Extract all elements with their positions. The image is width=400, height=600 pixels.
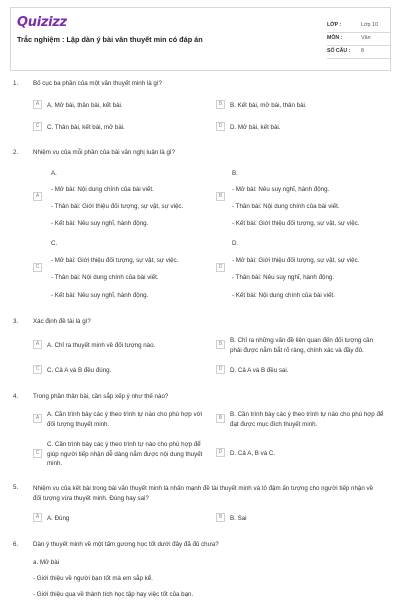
- question-3: [13, 318, 388, 388]
- question-text: Trong phần thân bài, cần sắp xếp ý như thế nào?: [33, 393, 169, 400]
- option-b-line: - Kết bài: Giới thiệu đối tượng, sự vật, sự việc.: [232, 220, 360, 227]
- meta-value: Lớp 10: [361, 22, 379, 29]
- meta-value: 8: [361, 48, 364, 55]
- option-text: B. Cần trình bày các ý theo trình tự nào cho phù hợp để đạt được mục đích thuyết minh.: [230, 411, 384, 428]
- question-text: Bố cục ba phần của một văn thuyết minh là gì?: [33, 80, 162, 87]
- option-letter-box[interactable]: C: [33, 122, 42, 131]
- option-letter-box[interactable]: D: [216, 122, 225, 131]
- meta-row-subject: [327, 33, 391, 46]
- option-a-head: A.: [51, 170, 57, 177]
- question-2: [13, 149, 388, 309]
- option-text: B. Sai: [230, 515, 247, 522]
- option-a[interactable]: [33, 514, 213, 524]
- page-title: Trắc nghiệm : Lập dàn ý bài văn thuyết min có đáp án: [17, 35, 203, 44]
- option-text: C. Thân bài, kết bài, mở bài.: [47, 124, 125, 131]
- option-a-line: - Thân bài: Giới thiệu đối tượng, sự vật, sự việc.: [51, 203, 184, 210]
- option-text: D. Cả A và B đều sai.: [230, 367, 289, 374]
- meta-label: SỐ CÂU :: [327, 48, 351, 55]
- option-c[interactable]: [33, 366, 213, 376]
- option-text: C. Cả A và B đều đúng.: [47, 367, 112, 374]
- meta-row-class: [327, 20, 391, 33]
- option-a[interactable]: [33, 410, 213, 429]
- option-text: A. Đúng: [47, 515, 70, 522]
- outline-line: - Giới thiệu qua về thành tích học tập hay việc tốt của bạn.: [33, 591, 194, 598]
- question-1: [13, 80, 388, 140]
- option-d-line: - Kết bài: Nội dung chính của bài viết.: [232, 292, 335, 299]
- option-b[interactable]: [216, 336, 388, 355]
- meta-label: LỚP :: [327, 22, 342, 29]
- option-d-line: - Thân bài: Nêu suy nghĩ, hành động.: [232, 274, 335, 281]
- meta-value: Văn: [361, 35, 371, 42]
- option-text: B. Kết bài, mở bài, thân bài.: [230, 102, 307, 109]
- option-c[interactable]: [33, 440, 213, 469]
- option-letter-box[interactable]: D: [216, 448, 225, 457]
- option-d-box[interactable]: D: [216, 263, 225, 272]
- meta-table: [327, 20, 391, 59]
- option-c-line: - Thân bài: Nội dung chính của bài viết.: [51, 274, 159, 281]
- option-b[interactable]: [216, 410, 388, 429]
- option-a-box[interactable]: A: [33, 192, 42, 201]
- option-b-line: - Mở bài: Nêu suy nghĩ, hành động.: [232, 186, 330, 193]
- option-letter-box[interactable]: A: [33, 340, 42, 349]
- outline-line: a. Mở bài: [33, 559, 60, 566]
- option-a-line: - Mở bài: Nội dung chính của bài viết.: [51, 186, 154, 193]
- option-letter-box[interactable]: B: [216, 414, 225, 423]
- option-letter-box[interactable]: D: [216, 365, 225, 374]
- option-letter-box[interactable]: A: [33, 100, 42, 109]
- option-letter-box[interactable]: B: [216, 100, 225, 109]
- option-text: B. Chỉ ra những vấn đề liên quan đến đối tượng cần phải được nắm bắt rõ ràng, chính xác và đầy đủ.: [230, 337, 374, 354]
- option-c-head: C.: [51, 240, 58, 247]
- option-d[interactable]: [216, 366, 386, 376]
- question-4: [13, 393, 388, 473]
- option-c-line: - Kết bài: Nêu suy nghĩ, hành động.: [51, 292, 149, 299]
- option-b-box[interactable]: B: [216, 192, 225, 201]
- option-d[interactable]: [216, 123, 386, 133]
- question-text: Nhiệm vụ của kết bài trong bài văn thuyết minh là nhấn mạnh đề tài thuyết minh và tô đậm ấn tượng cho người tiếp nhận về đối tượng vừa thuyết minh. Đúng hay sai?: [33, 485, 374, 502]
- question-number: 4.: [13, 393, 19, 400]
- question-number: 3.: [13, 318, 19, 325]
- option-letter-box[interactable]: B: [216, 340, 225, 349]
- option-b-line: - Thân bài: Nội dung chính của bài viết.: [232, 203, 340, 210]
- option-b[interactable]: [216, 101, 386, 111]
- option-a[interactable]: [33, 341, 213, 351]
- option-text: C. Cần trình bày các ý theo trình tự nào cho phù hợp để giúp người tiếp nhận dễ dàng nắm được nội dung thuyết minh.: [47, 441, 203, 468]
- option-text: A. Cần trình bày các ý theo trình tự nào cho phù hợp với đối tượng thuyết minh.: [47, 411, 202, 428]
- question-number: 1.: [13, 80, 19, 87]
- question-5: [13, 484, 388, 529]
- option-d-head: D.: [232, 240, 239, 247]
- question-number: 2.: [13, 149, 19, 156]
- option-letter-box[interactable]: C: [33, 449, 42, 458]
- option-letter-box[interactable]: C: [33, 365, 42, 374]
- option-b[interactable]: [216, 514, 386, 524]
- option-text: D. Mở bài, kết bài.: [230, 124, 281, 131]
- option-c-line: - Mở bài: Giới thiệu đối tượng, sự vật, sự việc.: [51, 257, 179, 264]
- worksheet-header: [10, 7, 391, 71]
- question-6: [13, 541, 388, 600]
- option-letter-box[interactable]: B: [216, 513, 225, 522]
- question-text: Xác định đề tài là gì?: [33, 318, 91, 325]
- question-text: Dàn ý thuyết minh về một tấm gương học tốt dưới đây đã đủ chưa?: [33, 541, 219, 548]
- option-c[interactable]: [33, 123, 213, 133]
- meta-row-count: [327, 46, 391, 59]
- question-number: 6.: [13, 541, 19, 548]
- quizizz-logo: Quizizz: [17, 15, 67, 30]
- option-d-line: - Mở bài: Giới thiệu đối tượng, sự vật, sự việc.: [232, 257, 360, 264]
- option-text: A. Chỉ ra thuyết minh về đối tượng nào.: [47, 342, 156, 349]
- option-b-head: B.: [232, 170, 238, 177]
- outline-line: - Giới thiệu về người bạn tốt mà em sắp kể.: [33, 575, 153, 582]
- option-d[interactable]: [216, 449, 386, 459]
- option-letter-box[interactable]: A: [33, 414, 42, 423]
- meta-label: MÔN :: [327, 35, 343, 42]
- question-number: 5.: [13, 484, 19, 491]
- option-text: D. Cả A, B và C.: [230, 450, 276, 457]
- question-text: Nhiệm vụ của mỗi phần của bài văn nghị luận là gì?: [33, 149, 176, 156]
- option-a-line: - Kết bài: Nêu suy nghĩ, hành động.: [51, 220, 149, 227]
- option-letter-box[interactable]: A: [33, 513, 42, 522]
- option-c-box[interactable]: C: [33, 263, 42, 272]
- option-a[interactable]: [33, 101, 213, 111]
- option-text: A. Mở bài, thân bài, kết bài.: [47, 102, 123, 109]
